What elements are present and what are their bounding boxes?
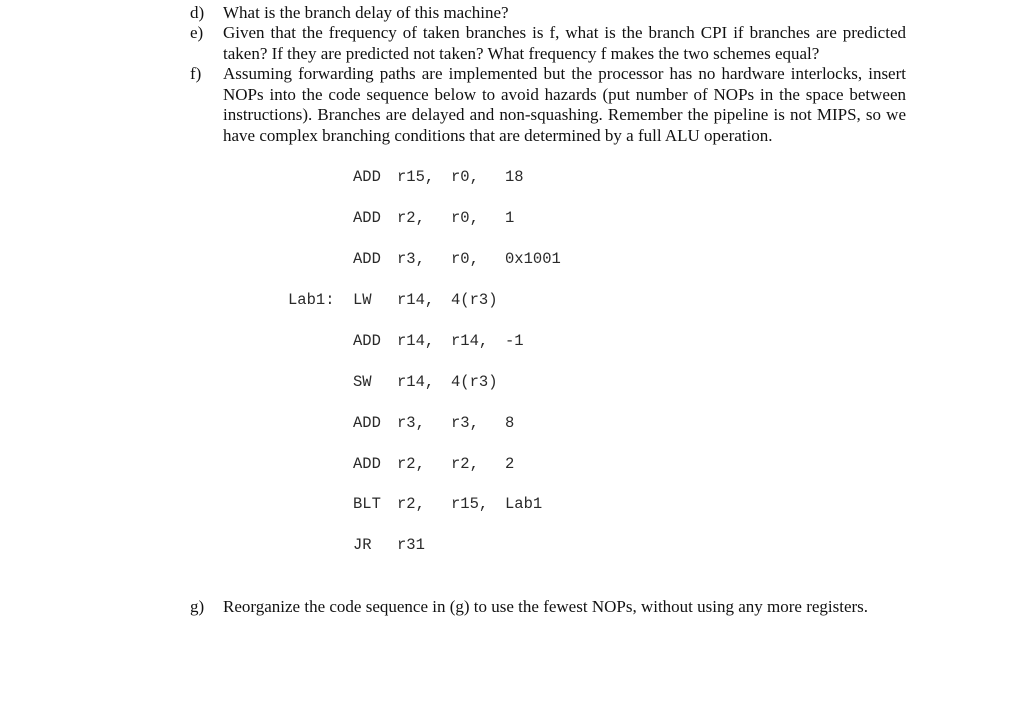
code-operand: 4(r3) <box>451 291 498 309</box>
code-operand: 8 <box>505 414 515 432</box>
question-label: g) <box>190 597 205 616</box>
code-opcode: ADD <box>353 414 381 432</box>
code-operand: r0, <box>451 209 479 227</box>
question-text: Assuming forwarding paths are implemented but the processor has no hardware interlocks, insert NOPs into the code sequence below to avoid hazards (put number of NOPs in the space between instructions). Branches are delayed and non-squashing. Remember the pipeline is not MIPS, so we have complex branching conditions that are determined by a full ALU operation. <box>223 64 906 145</box>
code-operand: 0x1001 <box>505 250 561 268</box>
code-opcode: ADD <box>353 332 381 350</box>
code-line-10 <box>0 535 425 655</box>
code-operand: r3, <box>451 414 479 432</box>
code-operand: r14, <box>397 373 435 391</box>
question-label: d) <box>190 3 205 22</box>
code-operand: r2, <box>397 495 425 513</box>
code-operand: r14, <box>397 332 435 350</box>
code-operand: r2, <box>451 455 479 473</box>
code-operand: r15, <box>397 168 435 186</box>
question-label: e) <box>190 23 204 42</box>
code-operand: 1 <box>505 209 515 227</box>
code-opcode: LW <box>353 291 372 309</box>
code-operand: r31 <box>397 536 425 554</box>
code-opcode: BLT <box>353 495 381 513</box>
code-operand: r2, <box>397 455 425 473</box>
code-operand: r14, <box>451 332 489 350</box>
code-operand: 2 <box>505 455 515 473</box>
question-text: What is the branch delay of this machine? <box>223 3 509 22</box>
code-operand: -1 <box>505 332 524 350</box>
code-operand: r2, <box>397 209 425 227</box>
code-opcode: JR <box>353 536 372 554</box>
code-operand: r15, <box>451 495 489 513</box>
code-opcode: SW <box>353 373 372 391</box>
code-opcode: ADD <box>353 250 381 268</box>
question-text: Reorganize the code sequence in (g) to use the fewest NOPs, without using any more registers. <box>223 597 869 616</box>
code-opcode: ADD <box>353 168 381 186</box>
question-label: f) <box>190 64 202 83</box>
code-opcode: ADD <box>353 455 381 473</box>
code-operand: r0, <box>451 250 479 268</box>
code-operand: 4(r3) <box>451 373 498 391</box>
code-operand: r3, <box>397 414 425 432</box>
code-operand: 18 <box>505 168 524 186</box>
code-operand: r0, <box>451 168 479 186</box>
question-text: Given that the frequency of taken branches is f, what is the branch CPI if branches are predicted taken? If they are predicted not taken? What frequency f makes the two schemes equal? <box>223 23 906 63</box>
code-operand: Lab1 <box>505 495 543 513</box>
code-operand: r14, <box>397 291 435 309</box>
code-operand: r3, <box>397 250 425 268</box>
code-label: Lab1: <box>288 291 335 309</box>
code-opcode: ADD <box>353 209 381 227</box>
